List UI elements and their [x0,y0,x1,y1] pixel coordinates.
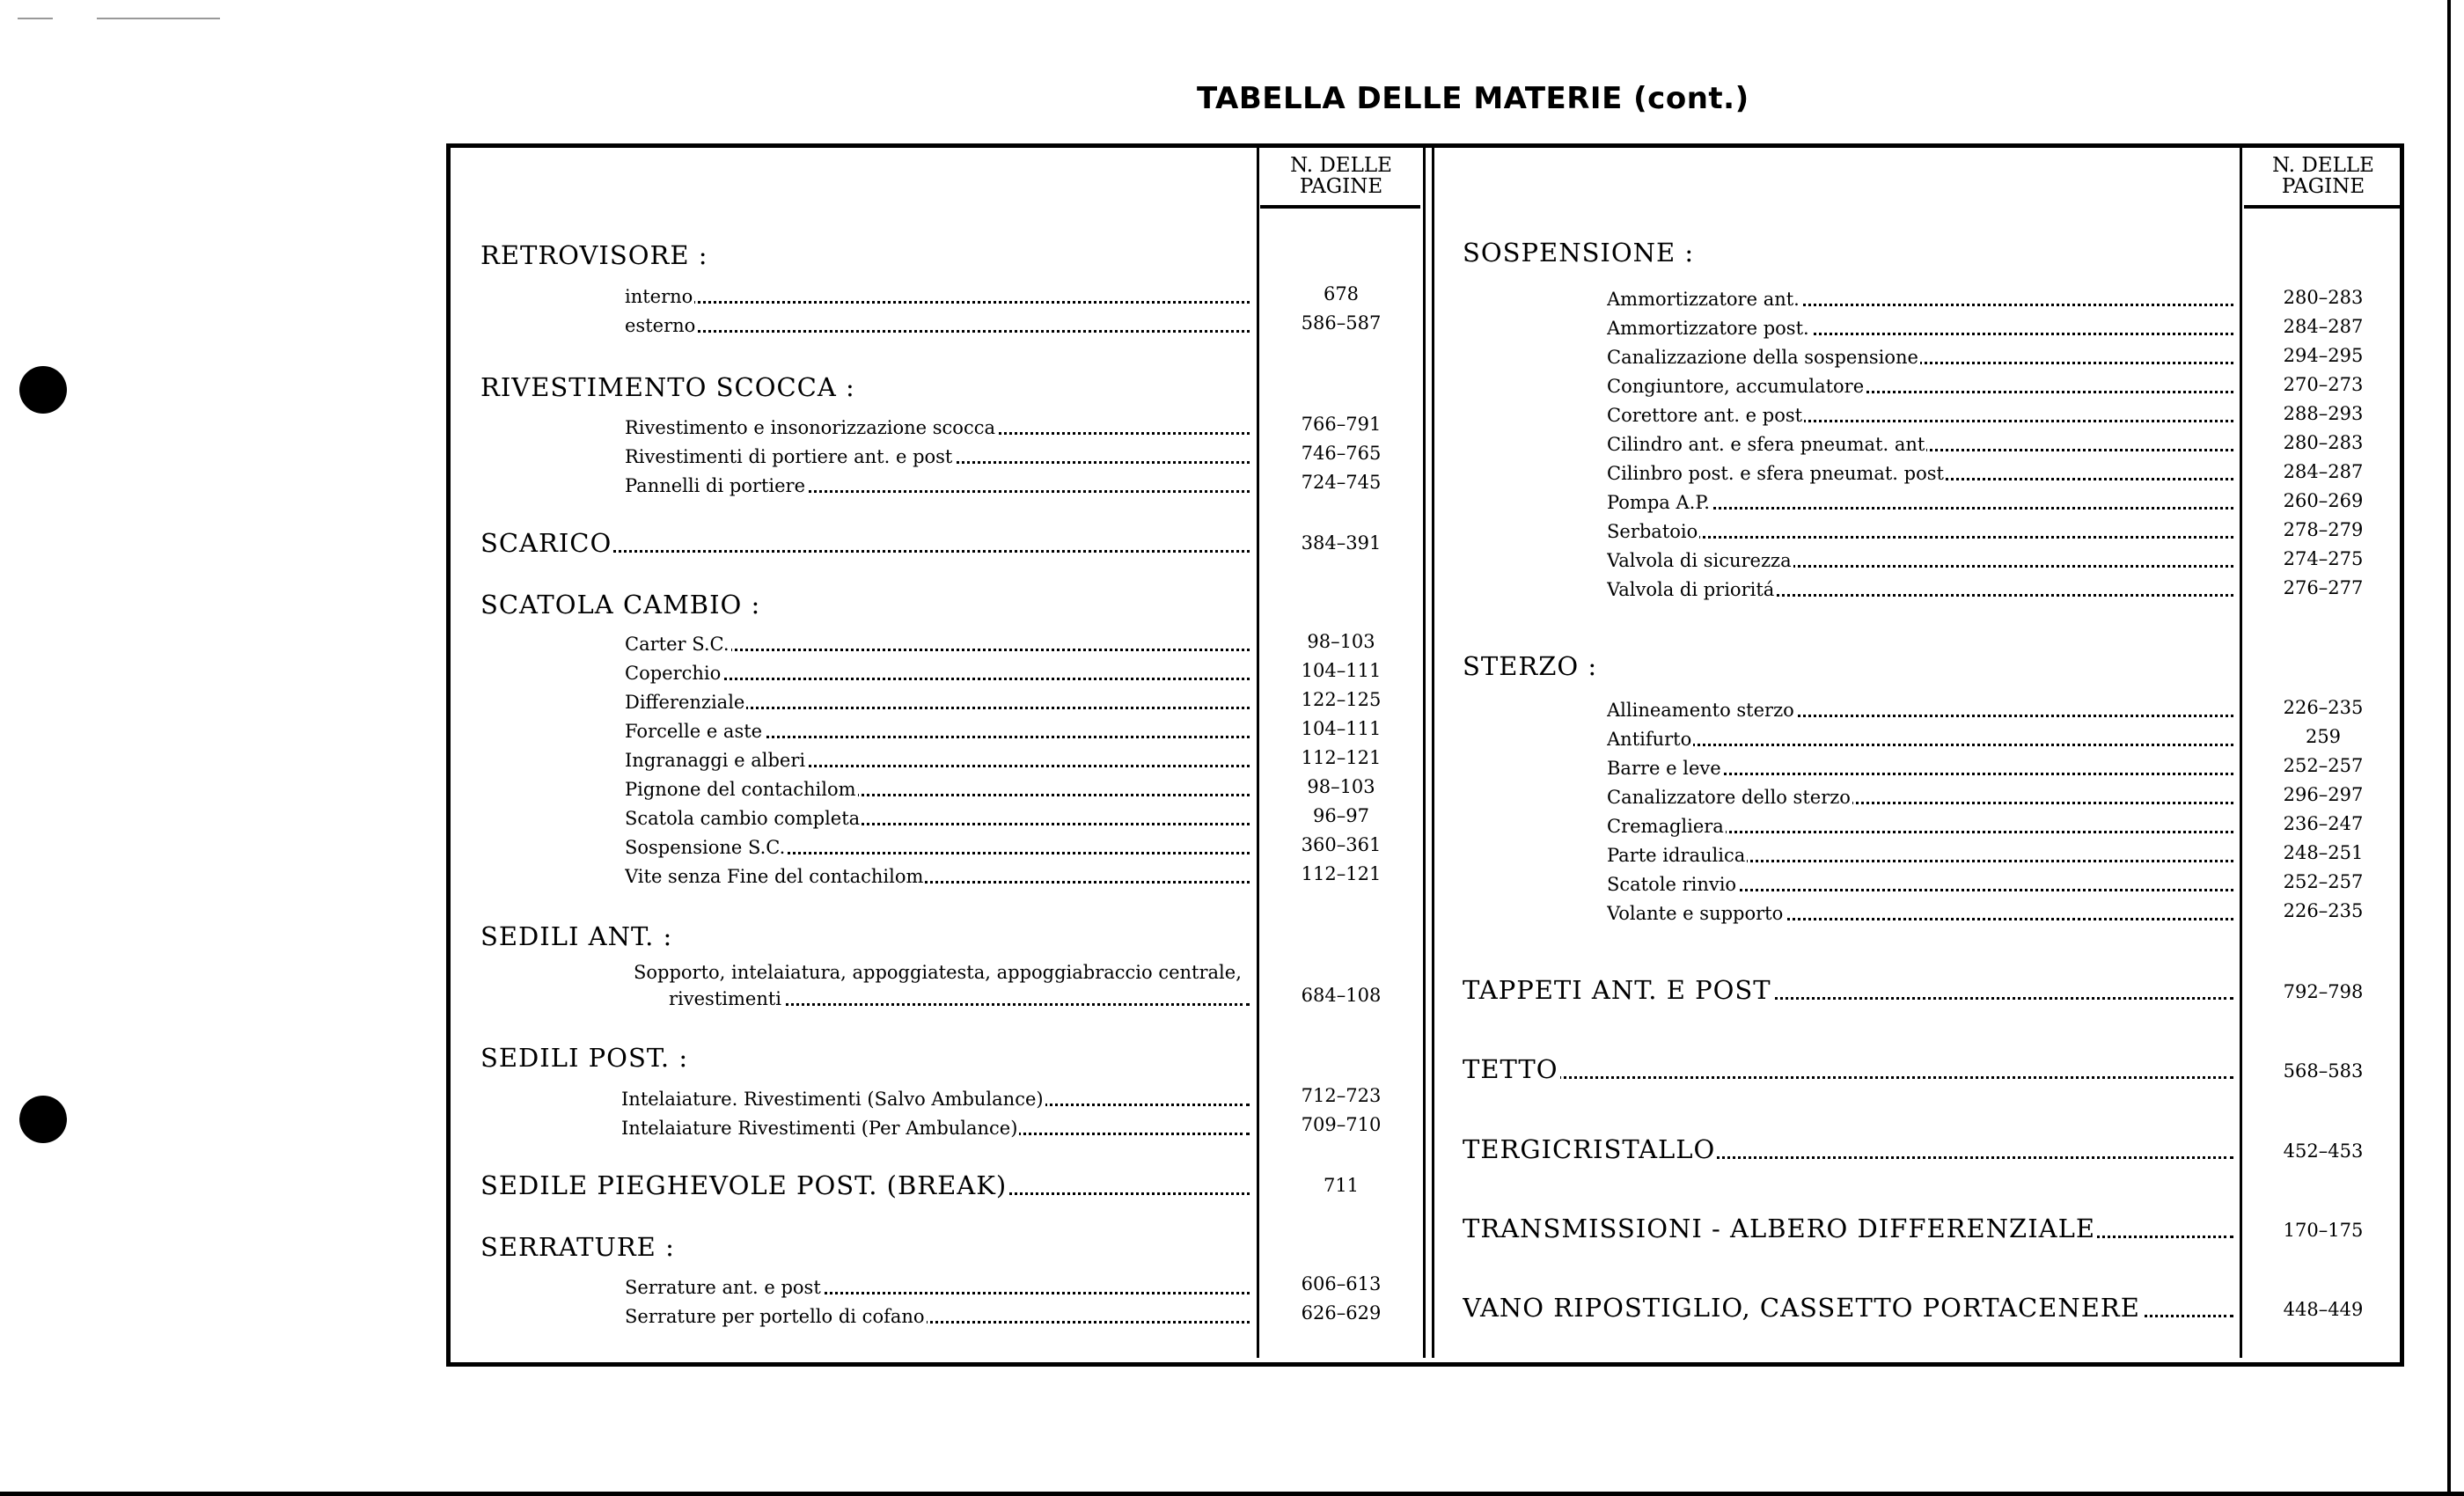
toc-entry[interactable] [625,315,1250,336]
page-number: 606–613 [1301,1273,1382,1294]
toc-entry[interactable] [625,634,1250,655]
page-number: 248–251 [2283,842,2364,863]
dot-leader [1463,1076,2233,1079]
page-number: 294–295 [2283,345,2364,366]
toc-entry[interactable] [1607,845,2233,866]
entry-label: Valvola di prioritá [1607,579,1775,600]
entry-label: Cremagliera [1607,816,1724,837]
page-number: 276–277 [2283,577,2364,598]
toc-entry[interactable] [625,721,1250,742]
page-number: 296–297 [2283,784,2364,805]
entry-label: SCARICO [480,528,612,558]
toc-entry[interactable] [625,286,1250,307]
section-heading-scatola-cambio: SCATOLA CAMBIO : [480,590,761,620]
entry-label: Canalizzazione della sospensione [1607,347,1918,368]
entry-label: Serrature ant. e post [625,1277,821,1298]
entry-label: interno [625,286,693,307]
page-number: 746–765 [1301,443,1382,464]
entry-label: Sospensione S.C. [625,837,786,858]
entry-label: Pignone del contachilom [625,779,856,800]
entry-label: Pompa A.P. [1607,492,1710,513]
page-number: 226–235 [2283,900,2364,921]
page-number: 112–121 [1301,863,1382,884]
page-number: 259 [2305,726,2342,747]
entry-label: TETTO [1463,1054,1558,1084]
entry-label: Parte idraulica [1607,845,1746,866]
page-number: 112–121 [1301,747,1382,768]
entry-label: Allineamento sterzo [1607,700,1794,721]
entry-label: SEDILE PIEGHEVOLE POST. (BREAK) [480,1170,1008,1200]
column-rule [1423,148,1426,1358]
entry-label: Ammortizzatore post. [1607,318,1809,339]
page-number: 712–723 [1301,1085,1382,1106]
toc-entry[interactable] [1607,405,2233,426]
page-number: 766–791 [1301,414,1382,435]
page-number: 252–257 [2283,755,2364,776]
page-column-header-line2: PAGINE [2281,175,2365,198]
page-number: 792–798 [2283,981,2364,1002]
toc-entry[interactable] [625,663,1250,684]
toc-entry[interactable] [625,417,1250,438]
scan-mark [18,18,53,19]
entry-label: Cilindro ant. e sfera pneumat. ant [1607,434,1925,455]
section-heading-retrovisore: RETROVISORE : [480,240,708,270]
entry-label: Scatola cambio completa [625,808,861,829]
toc-entry[interactable] [1607,376,2233,397]
scan-mark [97,18,220,19]
entry-label: Ingranaggi e alberi [625,750,806,771]
toc-entry[interactable] [1607,434,2233,455]
entry-label: Rivestimenti di portiere ant. e post [625,446,953,467]
toc-entry[interactable] [1607,550,2233,571]
page-number: 104–111 [1301,718,1382,739]
entry-label: Canalizzatore dello sterzo [1607,787,1851,808]
toc-entry[interactable] [1607,463,2233,484]
toc-entry[interactable] [1607,521,2233,542]
page-number: 284–287 [2283,316,2364,337]
entry-label: Serrature per portello di cofano [625,1306,925,1327]
punch-hole [19,1096,67,1143]
toc-entry[interactable] [625,808,1250,829]
entry-label: VANO RIPOSTIGLIO, CASSETTO PORTACENERE [1463,1293,2140,1323]
entry-label: Serbatoio [1607,521,1698,542]
page-number: 384–391 [1301,532,1382,554]
column-rule [1257,148,1259,1358]
entry-label: Pannelli di portiere [625,475,806,496]
page-number: 278–279 [2283,519,2364,540]
entry-label: Barre e leve [1607,758,1721,779]
page-column-header-line1: N. DELLE [2272,154,2374,177]
entry-label: esterno [625,315,696,336]
page-number: 360–361 [1301,834,1382,855]
page-number: 678 [1323,283,1360,304]
toc-entry[interactable] [625,866,1250,887]
page-number: 236–247 [2283,813,2364,834]
page-number: 684–108 [1301,985,1382,1006]
section-heading-sedili-post: SEDILI POST. : [480,1043,689,1073]
entry-label: TAPPETI ANT. E POST [1463,975,1771,1005]
page-number: 568–583 [2283,1060,2364,1082]
page-number: 709–710 [1301,1114,1382,1135]
toc-entry[interactable] [625,692,1250,713]
section-heading-sospensione: SOSPENSIONE : [1463,238,1695,268]
toc-entry[interactable] [1607,289,2233,310]
page-column-header-line1: N. DELLE [1290,154,1392,177]
entry-label: Valvola di sicurezza [1607,550,1792,571]
toc-entry-vano[interactable] [1463,1293,2233,1323]
page-number: 452–453 [2283,1140,2364,1162]
page-number: 104–111 [1301,660,1382,681]
toc-entry[interactable] [1607,729,2233,750]
section-heading-sterzo: STERZO : [1463,651,1598,681]
toc-entry-sedile-pieghevole[interactable] [480,1170,1250,1200]
page-number: 711 [1323,1175,1360,1196]
punch-hole [19,366,67,414]
toc-entry[interactable] [1607,700,2233,721]
page-number: 448–449 [2283,1299,2364,1320]
entry-label: Ammortizzatore ant. [1607,289,1800,310]
page-number: 284–287 [2283,461,2364,482]
toc-entry-tetto[interactable] [1463,1054,2233,1084]
toc-entry[interactable] [1607,787,2233,808]
entry-label-line1: Sopporto, intelaiatura, appoggiatesta, appoggiabraccio centrale, [634,962,1242,983]
entry-label: rivestimenti [669,988,781,1009]
entry-label: Intelaiature Rivestimenti (Per Ambulance) [621,1118,1018,1139]
toc-entry[interactable] [625,446,1250,467]
entry-label: Cilinbro post. e sfera pneumat. post [1607,463,1944,484]
toc-entry[interactable] [1607,318,2233,339]
toc-entry[interactable] [621,1089,1250,1110]
toc-entry-scarico[interactable] [480,528,1250,558]
page-column-header [2244,155,2402,197]
toc-entry[interactable] [1607,816,2233,837]
column-rule [2240,148,2242,1358]
entry-label: Corettore ant. e post [1607,405,1803,426]
page-number: 170–175 [2283,1220,2364,1241]
page-number: 274–275 [2283,548,2364,569]
toc-entry[interactable] [1607,758,2233,779]
page-number: 724–745 [1301,472,1382,493]
entry-label: Volante e supporto [1607,903,1784,924]
toc-entry[interactable] [625,779,1250,800]
entry-label: Carter S.C. [625,634,730,655]
page-column-header [1260,155,1422,197]
toc-entry[interactable] [625,1306,1250,1327]
page-number: 252–257 [2283,871,2364,892]
header-underline [2244,205,2401,209]
toc-entry[interactable] [1607,903,2233,924]
toc-entry[interactable] [625,1277,1250,1298]
toc-entry[interactable] [1607,874,2233,895]
toc-entry-tergicristallo[interactable] [1463,1134,2233,1164]
page-column-header-line2: PAGINE [1299,175,1383,198]
header-underline [1260,205,1420,209]
toc-entry-tappeti[interactable] [1463,975,2233,1005]
entry-label: Congiuntore, accumulatore [1607,376,1865,397]
entry-label: Forcelle e aste [625,721,763,742]
page-number: 98–103 [1307,631,1375,652]
dot-leader [1607,536,2233,539]
column-rule [1432,148,1434,1358]
entry-label: TERGICRISTALLO [1463,1134,1716,1164]
page-number: 586–587 [1301,312,1382,334]
toc-entry[interactable] [625,750,1250,771]
toc-entry[interactable] [625,475,1250,496]
page-number: 96–97 [1313,805,1369,826]
toc-entry-transmissioni[interactable] [1463,1214,2233,1243]
toc-entry[interactable] [621,1118,1250,1139]
page-number: 626–629 [1301,1302,1382,1324]
page-number: 122–125 [1301,689,1382,710]
page-number: 98–103 [1307,776,1375,797]
page-number: 226–235 [2283,697,2364,718]
entry-label: Intelaiature. Rivestimenti (Salvo Ambulance) [621,1089,1044,1110]
toc-entry[interactable] [669,988,1250,1009]
page-number: 288–293 [2283,403,2364,424]
entry-label: Vite senza Fine del contachilom [625,866,924,887]
entry-label: Differenziale [625,692,745,713]
toc-entry[interactable] [1607,347,2233,368]
dot-leader [625,330,1250,333]
dot-leader [625,301,1250,304]
page-number: 260–269 [2283,490,2364,511]
page-title: TABELLA DELLE MATERIE (cont.) [1197,81,1749,116]
page-bottom-rule [0,1492,2464,1496]
entry-label: Coperchio [625,663,722,684]
section-heading-sedili-ant: SEDILI ANT. : [480,921,673,951]
section-heading-serrature: SERRATURE : [480,1232,675,1262]
toc-entry[interactable] [1607,492,2233,513]
entry-label: Scatole rinvio [1607,874,1737,895]
page-number: 280–283 [2283,287,2364,308]
entry-label: Antifurto [1607,729,1692,750]
section-heading-rivestimento-scocca: RIVESTIMENTO SCOCCA : [480,372,855,402]
page-number: 270–273 [2283,374,2364,395]
page-edge [2447,0,2451,1496]
entry-label: TRANSMISSIONI - ALBERO DIFFERENZIALE [1463,1214,2096,1243]
entry-label: Rivestimento e insonorizzazione scocca [625,417,995,438]
page-number: 280–283 [2283,432,2364,453]
toc-entry[interactable] [1607,579,2233,600]
toc-entry[interactable] [625,837,1250,858]
dot-leader [1607,744,2233,746]
